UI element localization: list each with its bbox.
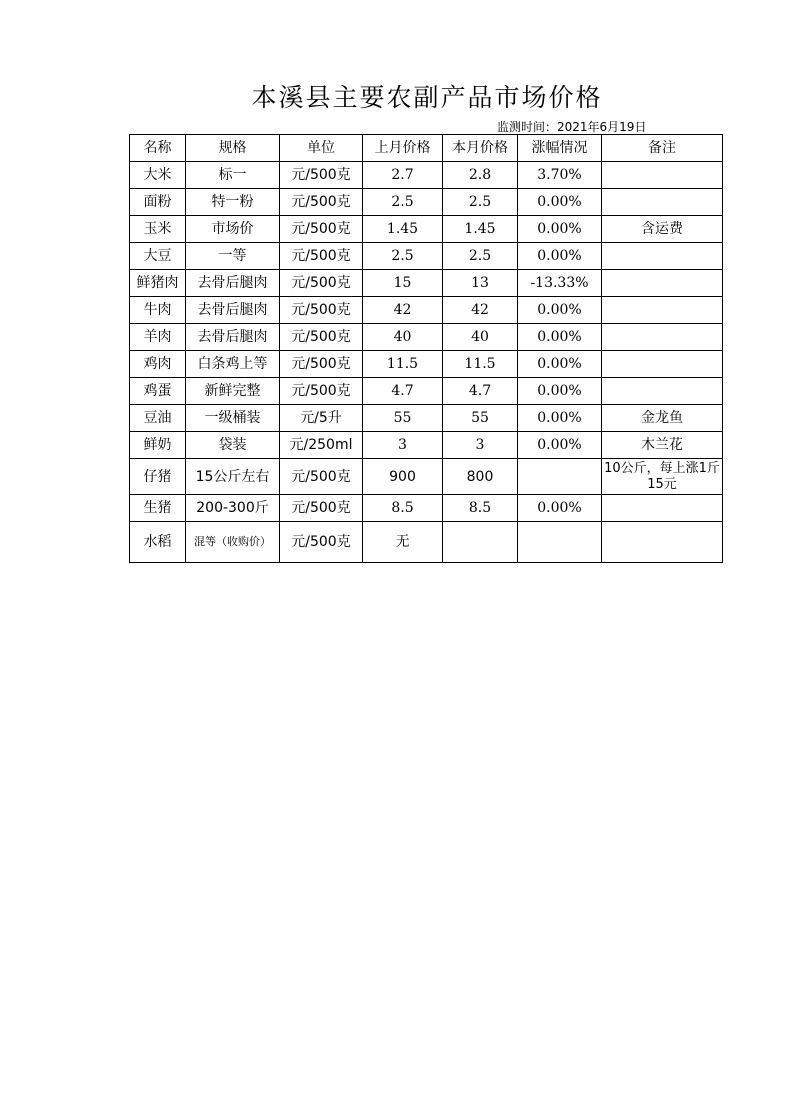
column-header: 规格	[186, 135, 280, 162]
cell-last-month: 15	[363, 270, 443, 297]
cell-last-month: 900	[363, 459, 443, 495]
cell-name: 面粉	[130, 189, 186, 216]
cell-change: 0.00%	[518, 324, 602, 351]
table-row	[130, 216, 723, 243]
table-row	[130, 189, 723, 216]
column-header: 名称	[130, 135, 186, 162]
cell-note	[602, 270, 723, 297]
column-header: 备注	[602, 135, 723, 162]
cell-this-month: 42	[443, 297, 518, 324]
cell-unit: 元/500克	[280, 324, 363, 351]
cell-name: 仔猪	[130, 459, 186, 495]
cell-this-month: 1.45	[443, 216, 518, 243]
cell-name: 羊肉	[130, 324, 186, 351]
cell-change: 0.00%	[518, 297, 602, 324]
cell-name: 大米	[130, 162, 186, 189]
monitor-date: 监测时间：2021年6月19日	[497, 120, 647, 134]
cell-change: 0.00%	[518, 189, 602, 216]
cell-change: 0.00%	[518, 216, 602, 243]
cell-this-month: 4.7	[443, 378, 518, 405]
cell-this-month: 8.5	[443, 495, 518, 522]
cell-this-month: 11.5	[443, 351, 518, 378]
cell-last-month: 8.5	[363, 495, 443, 522]
cell-last-month: 无	[363, 522, 443, 563]
table-row	[130, 297, 723, 324]
cell-spec: 袋装	[186, 432, 280, 459]
cell-this-month	[443, 522, 518, 563]
cell-note	[602, 189, 723, 216]
cell-note: 金龙鱼	[602, 405, 723, 432]
cell-last-month: 4.7	[363, 378, 443, 405]
cell-spec: 去骨后腿肉	[186, 324, 280, 351]
cell-last-month: 40	[363, 324, 443, 351]
header-row	[130, 135, 723, 162]
cell-spec-text: 混等（收购价）	[194, 535, 271, 548]
cell-change: 0.00%	[518, 243, 602, 270]
cell-note	[602, 243, 723, 270]
cell-name: 鸡肉	[130, 351, 186, 378]
cell-unit: 元/500克	[280, 459, 363, 495]
table-row	[130, 351, 723, 378]
cell-spec: 白条鸡上等	[186, 351, 280, 378]
cell-change: 0.00%	[518, 495, 602, 522]
table-row	[130, 243, 723, 270]
cell-change: 0.00%	[518, 405, 602, 432]
cell-spec: 去骨后腿肉	[186, 270, 280, 297]
cell-note-text: 10公斤，每上涨1斤15元	[604, 460, 720, 492]
cell-name: 玉米	[130, 216, 186, 243]
cell-unit: 元/500克	[280, 522, 363, 563]
cell-unit: 元/5升	[280, 405, 363, 432]
cell-note	[602, 522, 723, 563]
column-header: 涨幅情况	[518, 135, 602, 162]
cell-note: 木兰花	[602, 432, 723, 459]
cell-name: 牛肉	[130, 297, 186, 324]
cell-change: 0.00%	[518, 378, 602, 405]
cell-spec: 去骨后腿肉	[186, 297, 280, 324]
cell-name: 大豆	[130, 243, 186, 270]
cell-unit: 元/250ml	[280, 432, 363, 459]
column-header: 本月价格	[443, 135, 518, 162]
cell-this-month: 800	[443, 459, 518, 495]
cell-change: 3.70%	[518, 162, 602, 189]
table-row	[130, 405, 723, 432]
cell-spec: 一等	[186, 243, 280, 270]
cell-last-month: 42	[363, 297, 443, 324]
cell-unit: 元/500克	[280, 162, 363, 189]
cell-unit: 元/500克	[280, 243, 363, 270]
cell-this-month: 13	[443, 270, 518, 297]
cell-change: -13.33%	[518, 270, 602, 297]
cell-change: 0.00%	[518, 351, 602, 378]
cell-this-month: 2.5	[443, 243, 518, 270]
cell-last-month: 3	[363, 432, 443, 459]
cell-change	[518, 459, 602, 495]
table-row	[130, 270, 723, 297]
table-row	[130, 459, 723, 495]
cell-unit: 元/500克	[280, 378, 363, 405]
cell-spec: 15公斤左右	[186, 459, 280, 495]
cell-spec: 200-300斤	[186, 495, 280, 522]
table-row	[130, 324, 723, 351]
cell-spec: 市场价	[186, 216, 280, 243]
cell-this-month: 2.8	[443, 162, 518, 189]
cell-this-month: 3	[443, 432, 518, 459]
price-table	[129, 134, 723, 563]
cell-name: 生猪	[130, 495, 186, 522]
column-header: 单位	[280, 135, 363, 162]
cell-note	[602, 162, 723, 189]
cell-note	[602, 297, 723, 324]
cell-unit: 元/500克	[280, 216, 363, 243]
cell-unit: 元/500克	[280, 351, 363, 378]
cell-last-month: 1.45	[363, 216, 443, 243]
cell-last-month: 2.5	[363, 243, 443, 270]
cell-last-month: 2.7	[363, 162, 443, 189]
page-title: 本溪县主要农副产品市场价格	[251, 83, 603, 112]
cell-change: 0.00%	[518, 432, 602, 459]
cell-spec: 新鲜完整	[186, 378, 280, 405]
cell-spec: 特一粉	[186, 189, 280, 216]
table-row	[130, 432, 723, 459]
cell-last-month: 55	[363, 405, 443, 432]
table-row	[130, 378, 723, 405]
column-header: 上月价格	[363, 135, 443, 162]
cell-last-month: 11.5	[363, 351, 443, 378]
cell-name: 水稻	[130, 522, 186, 563]
cell-name: 鲜奶	[130, 432, 186, 459]
cell-unit: 元/500克	[280, 495, 363, 522]
table-row	[130, 522, 723, 563]
cell-unit: 元/500克	[280, 189, 363, 216]
cell-note	[602, 459, 723, 495]
cell-this-month: 2.5	[443, 189, 518, 216]
cell-this-month: 55	[443, 405, 518, 432]
cell-spec	[186, 522, 280, 563]
cell-note: 含运费	[602, 216, 723, 243]
cell-note	[602, 378, 723, 405]
cell-name: 豆油	[130, 405, 186, 432]
cell-note	[602, 351, 723, 378]
cell-this-month: 40	[443, 324, 518, 351]
cell-change	[518, 522, 602, 563]
cell-note	[602, 495, 723, 522]
cell-note	[602, 324, 723, 351]
cell-name: 鲜猪肉	[130, 270, 186, 297]
table-row	[130, 162, 723, 189]
cell-spec: 标一	[186, 162, 280, 189]
cell-name: 鸡蛋	[130, 378, 186, 405]
table-row	[130, 495, 723, 522]
cell-spec: 一级桶装	[186, 405, 280, 432]
cell-unit: 元/500克	[280, 270, 363, 297]
cell-last-month: 2.5	[363, 189, 443, 216]
cell-unit: 元/500克	[280, 297, 363, 324]
